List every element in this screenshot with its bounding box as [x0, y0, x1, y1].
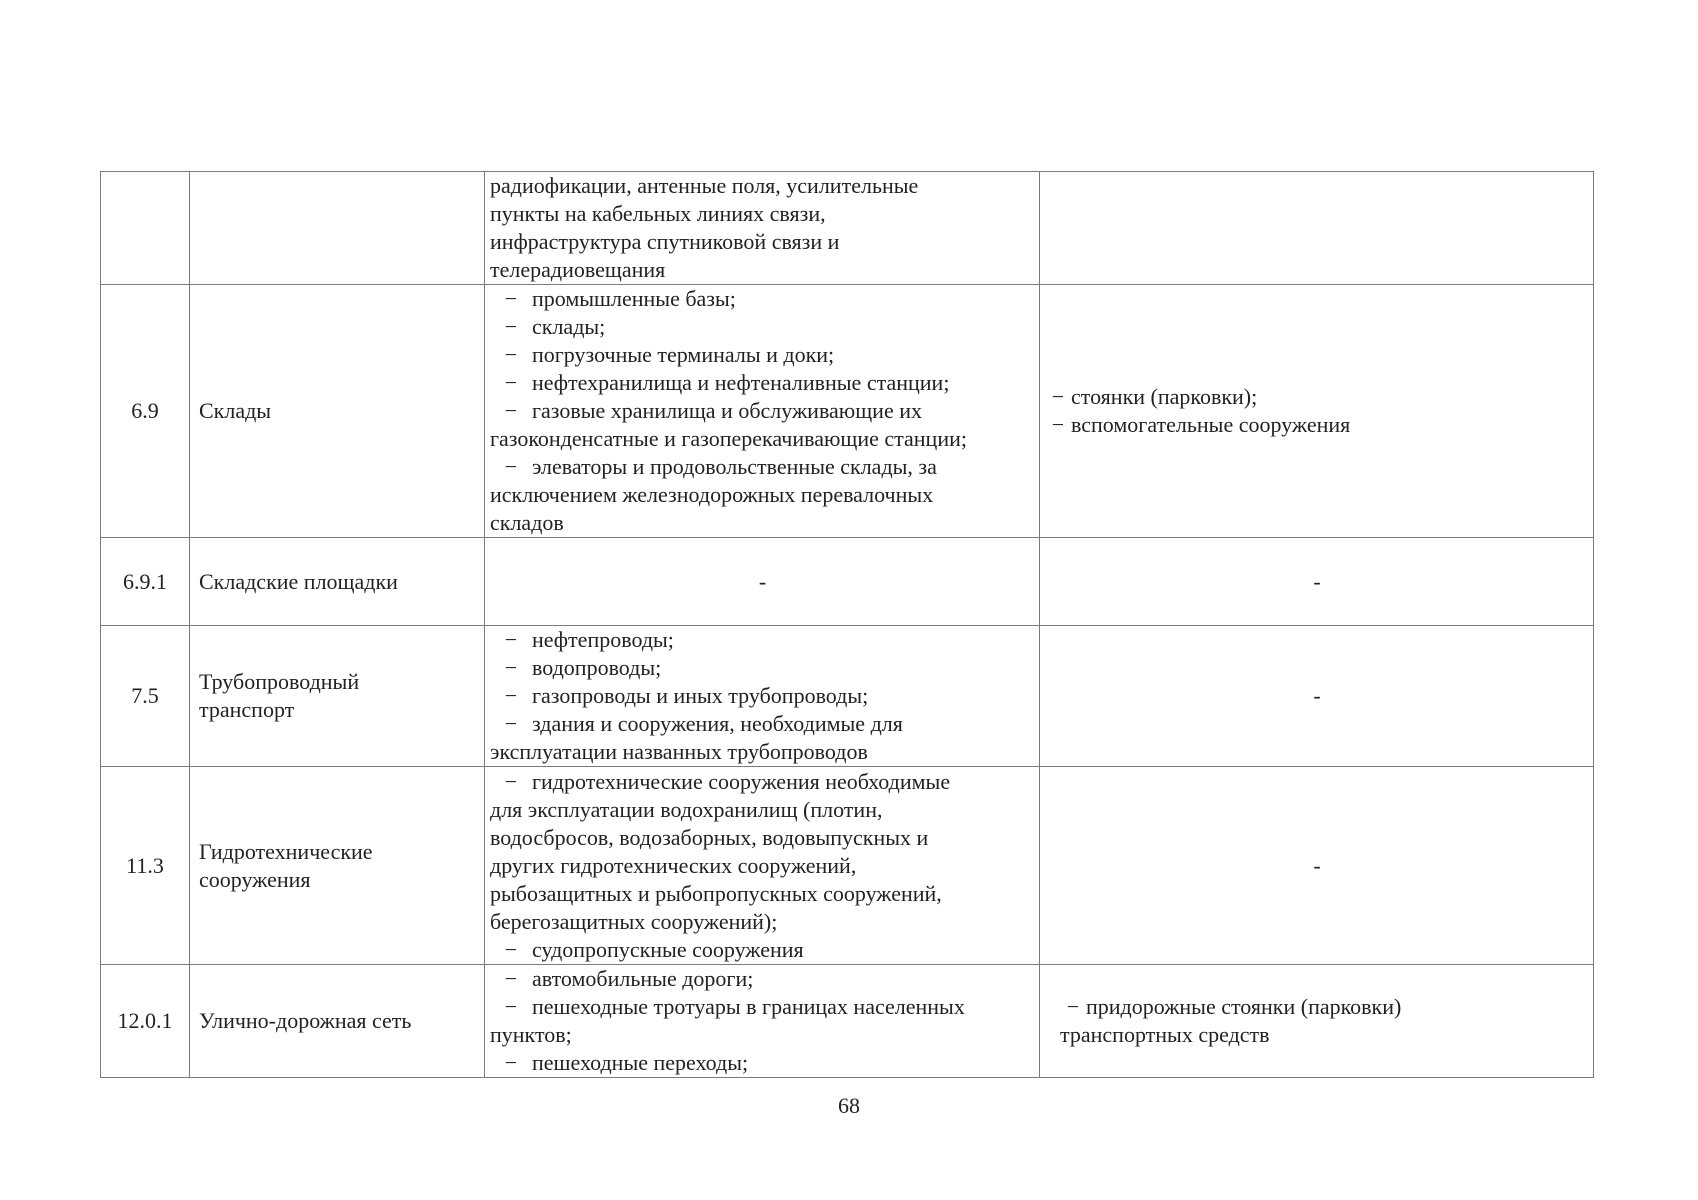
bullet-dash: − [1051, 412, 1065, 437]
code-cell: 11.3 [101, 767, 190, 965]
name-cell [190, 626, 485, 767]
bullet-dash: − [504, 314, 518, 339]
auxiliary-uses-cell [1040, 172, 1594, 285]
main-uses-cell [485, 285, 1040, 538]
text-line: пункты на кабельных линиях связи, [490, 201, 826, 226]
table-row [101, 965, 1594, 1078]
text-line: Гидротехнические [199, 838, 373, 864]
bullet-dash: − [504, 398, 518, 423]
bullet-dash: − [504, 683, 518, 708]
list-item: − придорожные стоянки (парковки) [1060, 993, 1589, 1021]
list-item: − газовые хранилища и обслуживающие их [490, 397, 1035, 425]
bullet-dash: − [504, 342, 518, 367]
table-row [101, 767, 1594, 965]
code-cell: 12.0.1 [101, 965, 190, 1078]
list-item: − судопропускные сооружения [490, 936, 1035, 964]
text-line: эксплуатации названных трубопроводов [490, 739, 868, 764]
text-line: исключением железнодорожных перевалочных [490, 482, 934, 507]
text-line: газоконденсатные и газоперекачивающие станции; [490, 426, 967, 451]
auxiliary-uses-cell: - [1040, 538, 1594, 626]
text-line: для эксплуатации водохранилищ (плотин, [490, 796, 883, 822]
text-line: пунктов; [490, 1022, 572, 1047]
main-uses-cell: - [485, 538, 1040, 626]
bullet-dash: − [504, 1050, 518, 1075]
table-row [101, 626, 1594, 767]
code-cell: 6.9 [101, 285, 190, 538]
name-cell: Складские площадки [190, 538, 485, 626]
text-line: транспорт [199, 697, 295, 722]
list-item: − стоянки (парковки); [1045, 383, 1589, 411]
name-cell: Склады [190, 285, 485, 538]
list-item: − элеваторы и продовольственные склады, за [490, 453, 1035, 481]
list-item: − автомобильные дороги; [490, 965, 1035, 993]
list-item: − погрузочные терминалы и доки; [490, 341, 1035, 369]
list-item: − газопроводы и иных трубопроводы; [490, 682, 1035, 710]
code-cell [101, 172, 190, 285]
list-item: − склады; [490, 313, 1035, 341]
bullet-dash: − [504, 454, 518, 479]
text-line: Трубопроводный [199, 669, 360, 694]
text-line: складов [490, 510, 564, 535]
list-item: − водопроводы; [490, 654, 1035, 682]
list-item: − пешеходные тротуары в границах населенных [490, 993, 1035, 1021]
auxiliary-uses-cell [1040, 965, 1594, 1078]
table-row [101, 285, 1594, 538]
bullet-dash: − [504, 286, 518, 311]
text-line: транспортных средств [1060, 1022, 1270, 1047]
code-cell: 7.5 [101, 626, 190, 767]
text-line: телерадиовещания [490, 257, 666, 282]
bullet-dash: − [504, 370, 518, 395]
list-item: − нефтехранилища и нефтеналивные станции; [490, 369, 1035, 397]
text-line: инфраструктура спутниковой связи и [490, 229, 840, 254]
name-cell [190, 767, 485, 965]
text-line: берегозащитных сооружений); [490, 908, 778, 934]
list-item: − пешеходные переходы; [490, 1049, 1035, 1077]
text-line: других гидротехнических сооружений, [490, 852, 857, 878]
auxiliary-uses-cell [1040, 285, 1594, 538]
page-number: 68 [838, 1093, 860, 1118]
text-line: сооружения [199, 866, 311, 892]
auxiliary-uses-cell: - [1040, 767, 1594, 965]
table-row [101, 538, 1594, 626]
bullet-dash: − [504, 936, 518, 962]
bullet-dash: − [1066, 994, 1080, 1019]
list-item: − здания и сооружения, необходимые для [490, 710, 1035, 738]
main-uses-cell [485, 767, 1040, 965]
bullet-dash: − [504, 966, 518, 991]
list-item: − вспомогательные сооружения [1045, 411, 1589, 439]
land-use-table [100, 171, 1594, 1078]
text-line: водосбросов, водозаборных, водовыпускных и [490, 824, 929, 850]
list-item: − гидротехнические сооружения необходимые [490, 768, 1035, 796]
name-cell: Улично-дорожная сеть [190, 965, 485, 1078]
name-cell [190, 172, 485, 285]
table-row [101, 172, 1594, 285]
text-line: радиофикации, антенные поля, усилительные [490, 173, 919, 198]
bullet-dash: − [1051, 384, 1065, 409]
auxiliary-uses-cell: - [1040, 626, 1594, 767]
bullet-dash: − [504, 711, 518, 736]
main-uses-cell [485, 172, 1040, 285]
bullet-dash: − [504, 768, 518, 794]
list-item: − нефтепроводы; [490, 626, 1035, 654]
bullet-dash: − [504, 655, 518, 680]
bullet-dash: − [504, 627, 518, 652]
text-line: рыбозащитных и рыбопропускных сооружений, [490, 880, 942, 906]
list-item: − промышленные базы; [490, 285, 1035, 313]
code-cell: 6.9.1 [101, 538, 190, 626]
main-uses-cell [485, 626, 1040, 767]
bullet-dash: − [504, 994, 518, 1019]
main-uses-cell [485, 965, 1040, 1078]
